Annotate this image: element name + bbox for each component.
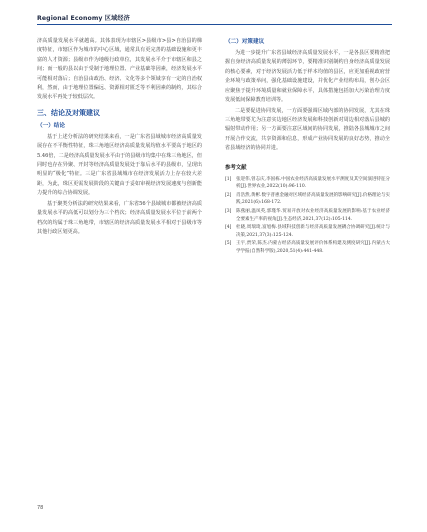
reference-item	[225, 192, 390, 207]
references-list	[225, 176, 390, 256]
section-title: 三、结论及对策建议	[37, 108, 100, 117]
reference-text: 杜晓,周瑞琦,富旭梅.县域科技创新与经济高质量发展耦合协调研究[J].统计与决策,2021,37(3):125-124.	[236, 225, 390, 238]
subsection-title: （一）结论	[37, 122, 65, 129]
reference-text: 肖浩然,黄彬.数字普惠金融对区域经济高质量发展的影响研究[J].价格理论与实践,2021(6):168-172.	[236, 192, 390, 206]
reference-number: [3]	[225, 209, 232, 215]
body-paragraph: 基于聚类分析法的研究结果来看，广东省56个县域城市都被经济高质量发展水平的高低可以划分为三个档次；经济高质量发展水平位于前两个档次的均属于珠三角地带，市辖区的经济高质量发展水平相对于县级市等其他行政区划更高。	[37, 200, 202, 236]
page-number: 78	[37, 505, 44, 511]
reference-text: 陈燕丽,温凤英,郭瑾华.贸易开放对农业经济高质量发展的影响:基于农业经济全要素生产率的视角[J].生态经济,2021,37(12):105-114.	[236, 209, 390, 222]
reference-number: [1]	[225, 176, 232, 182]
reference-number: [4]	[225, 225, 232, 231]
body-paragraph: 基于上述分析法的研究结果来看，一是广东省县域城市经济高质量发展存在不平衡性特征，珠三角地区经济高质量发展均值水平要高于地区的5.46倍，二是经济高质量发展水平由于的县级市均集中在珠三角地区，但同时也存在异聚、开封等经济高质量发展处于靠后水平的县级市，呈现出明显的“极化”特征。三是广东省县域城市在经济发展活力上存在较大差距，为此，珠区更需发展阶段的关键由于妥如审视经济发展速度与创新能力提升的综合协调发展。	[37, 133, 202, 197]
references-title: 参考文献	[225, 164, 247, 171]
left-column	[37, 37, 202, 239]
body-paragraph: 济高质量发展水平就越高。其体表现为市辖区>县级市>县>自治县的梯度特征，市辖区作为城市的中心区域，通常具有更完善的基础设施和更丰富的人才资源；县级市作为地级行政单位，其发展水平介于市辖区和县之间；而一般的县以由于受制于地理位置、产业基础等因素，经济发展水平可能相对落后；自治县由政治、经济、文化等多个领域享有一定的自治权利，然而，由于地理位置偏远、资源相对匮乏等不利因素的制约，其综合发展水平再处于较低层次。	[37, 38, 202, 101]
reference-text: 王宇,贾荣,陈杰.内蒙古经济高质量发展评价体系构建及测度研究[J].内蒙古大学学报(自然科学版),2020,51(4):441-448.	[236, 241, 390, 254]
reference-item	[225, 240, 390, 255]
reference-number: [5]	[225, 241, 232, 247]
body-paragraph: 为进一步提升广东省县域经济高质量发展水平，一是各县区要精准把握自身经济高质量发展的薄弱环节，要精准识别制约自身经济高质量发展的核心要素，对于经济发展活力低于样本均值的县区，应更加重视政府营企环境与政策举问，强化基础设施建设，并优化产业结构布局，创办会区应聚焦于提升环境质量和就业保障水平，具体措施包括加大污染治理力度发展低间保障教育培训等。	[225, 50, 390, 104]
subsection-title: （二）对策建议	[225, 39, 265, 45]
reference-item	[225, 176, 390, 191]
reference-text: 张迎伟,曾志庆,李国栋.中国农业经济高质量发展水平测度及其空间演进特征分析[J].世界农业,2022(10):96-110.	[236, 176, 390, 190]
reference-number: [2]	[225, 192, 232, 198]
reference-item	[225, 208, 390, 223]
running-header: Regional Economy 区域经济	[37, 15, 130, 22]
right-column	[225, 37, 390, 257]
reference-item	[225, 224, 390, 239]
body-paragraph: 二是要促进协同发展，一方面要强调区域内部的协同发展，尤其在珠三角地带要尤为注意实边地区经济发展和科技创新对周边相对落后县城的辐射带动作用；另一方面要注意区域间的协同发展，推陆各县城城市之间开展合作交流，共享资源和信息，形成产业协同发展的良好态势，推动全省县域经济的协同并进。	[225, 107, 390, 152]
header-rule	[37, 24, 392, 25]
